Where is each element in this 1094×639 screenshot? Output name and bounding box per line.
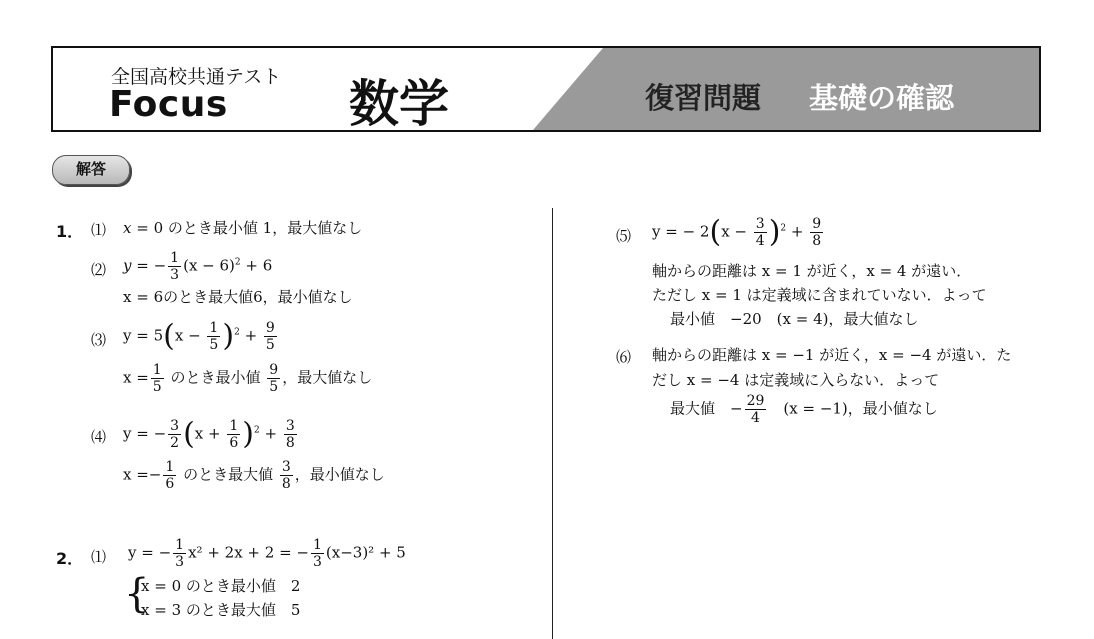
p6-line1: 軸からの距離は x = −1 が近く，x = −4 が遠い．た <box>652 346 1012 364</box>
header-basic: 基礎の確認 <box>809 81 955 115</box>
answer-badge: 解答 <box>52 155 130 185</box>
q1-p3-eq: y = 5(x − $\frac{1}{5}$ )$^2$ + $\frac{9}{5}$ <box>123 318 275 354</box>
q2-p1-eq: y = − $\frac{1}{3}$ x² + 2x + 2 = − $\frac{1}{3}$ (x−3)² + 5 <box>128 537 406 570</box>
q2-brace: { <box>124 571 150 617</box>
p5-eq: y = − 2(x − $\frac{3}{4}$ )$^2$ + $\frac{9}{8}$ <box>652 214 822 250</box>
p5-line2: ただし x = 1 は定義域に含まれていない．よって <box>652 286 987 304</box>
q1-p2-eq: y = − $\frac{1}{3}$ $(x - 6)^2 + 6$ <box>123 250 273 283</box>
q1-p2-label: ⑵ <box>91 261 107 279</box>
p5-line3: 最小値 −20 (x = 4)，最大値なし <box>670 310 919 328</box>
q1-number: 1． <box>56 222 84 241</box>
q1-p4-eq: y = − $\frac{3}{2}$ (x + $\frac{1}{6}$ )$^2$ + $\frac{3}{8}$ <box>123 416 295 452</box>
page-header <box>51 46 1041 132</box>
header-focus: Focus <box>109 84 228 125</box>
q1-p1-label: ⑴ <box>91 221 107 239</box>
p6-label: ⑹ <box>616 348 632 366</box>
p6-line3: 最大値 − $\frac{29}{4}$ (x = −1)，最小値なし <box>670 393 938 426</box>
q1-p2-result: x = 6のとき最大値6，最小値なし <box>123 288 353 306</box>
header-subtitle: 全国高校共通テスト <box>111 66 282 88</box>
q1-p3-result: x = $\frac{1}{5}$ のとき最小値 $\frac{9}{5}$ ，最大値なし <box>123 362 373 395</box>
p5-label: ⑸ <box>616 227 632 245</box>
q2-number: 2． <box>56 549 84 568</box>
p5-line1: 軸からの距離は x = 1 が近く，x = 4 が遠い． <box>652 262 972 280</box>
q2-max-line: x = 3 のとき最大値 5 <box>141 601 301 619</box>
q1-p4-label: ⑷ <box>91 428 107 446</box>
q1-p3-label: ⑶ <box>91 331 107 349</box>
header-review: 復習問題 <box>645 81 762 115</box>
q1-p1-text: x = 0 のとき最小値 1，最大値なし <box>123 219 363 237</box>
p6-line2: だし x = −4 は定義域に入らない．よって <box>652 371 940 389</box>
column-divider <box>552 208 553 639</box>
q1-p4-result: x =− $\frac{1}{6}$ のとき最大値 $\frac{3}{8}$ ，最小値なし <box>123 459 385 492</box>
header-subject: 数学 <box>349 74 449 132</box>
q2-p1-label: ⑴ <box>91 548 107 566</box>
q2-min-line: x = 0 のとき最小値 2 <box>141 577 301 595</box>
header-gray-panel <box>533 48 1041 130</box>
